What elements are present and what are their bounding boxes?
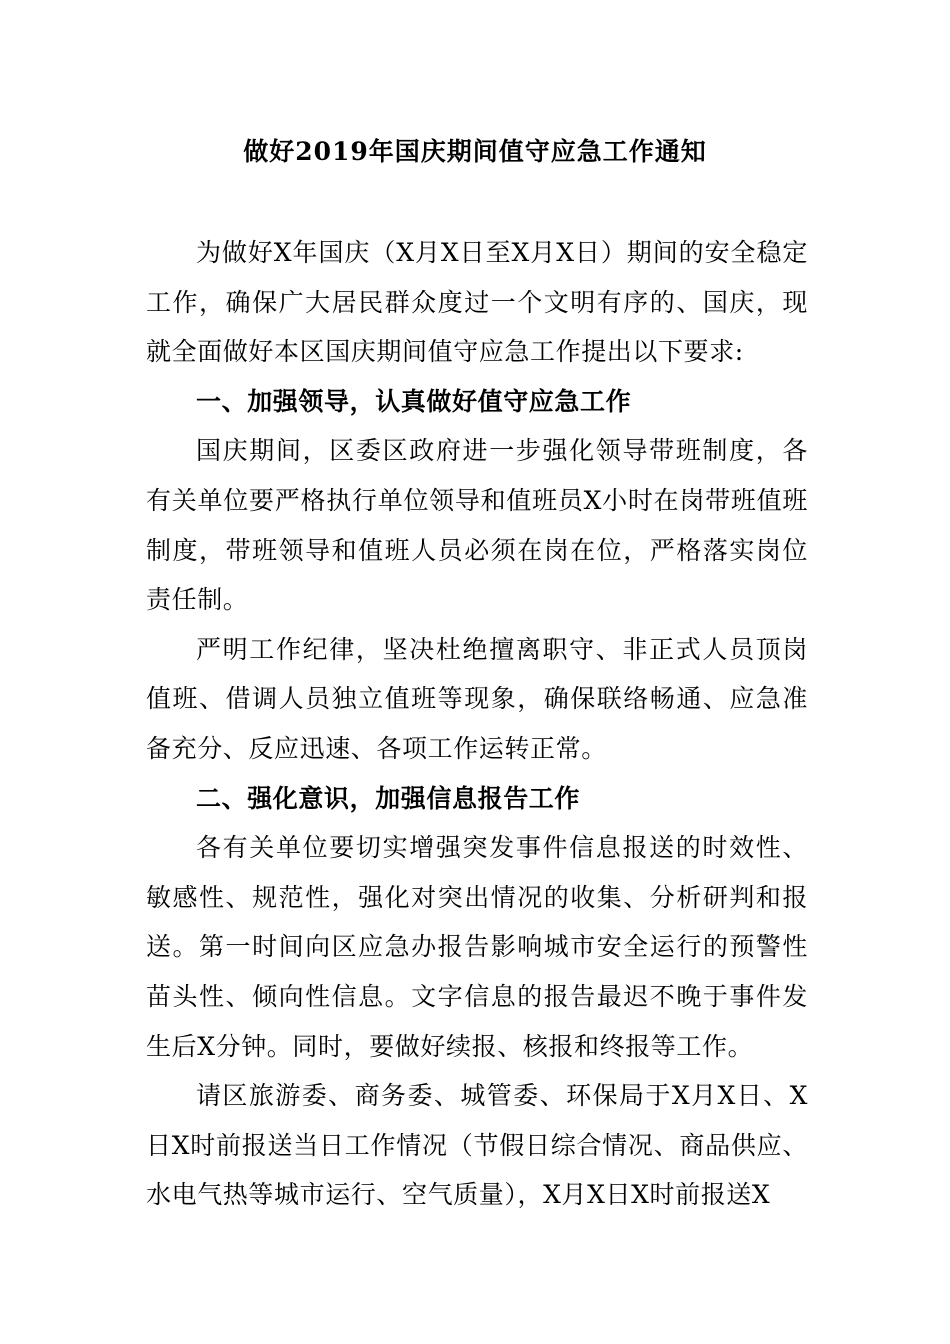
section-heading-2: 二、强化意识，加强信息报告工作	[196, 783, 581, 813]
paragraph-intro: 为做好X年国庆（X月X日至X月X日）期间的安全稳定工作，确保广大居民群众度过一个文明有序的、国庆，现就全面做好本区国庆期间值守应急工作提出以下要求:	[146, 238, 808, 367]
paragraph-leadership-duty: 国庆期间，区委区政府进一步强化领导带班制度，各有关单位要严格执行单位领导和值班员X小时在岗带班值班制度，带班领导和值班人员必须在岗在位，严格落实岗位责任制。	[146, 436, 808, 615]
paragraph-info-reporting: 各有关单位要切实增强突发事件信息报送的时效性、敏感性、规范性，强化对突出情况的收集、分析研判和报送。第一时间向区应急办报告影响城市安全运行的预警性苗头性、倾向性信息。文字信息的报告最迟不晚于事件发生后X分钟。同时，要做好续报、核报和终报等工作。	[146, 833, 808, 1061]
section-heading-1: 一、加强领导，认真做好值守应急工作	[196, 386, 632, 416]
paragraph-work-discipline: 严明工作纪律，坚决杜绝擅离职守、非正式人员顶岗值班、借调人员独立值班等现象，确保联络畅通、应急准备充分、反应迅速、各项工作运转正常。	[146, 634, 808, 763]
document-body	[146, 228, 808, 1220]
document-title: 做好2019年国庆期间值守应急工作通知	[243, 137, 707, 166]
paragraph-daily-reports: 请区旅游委、商务委、城管委、环保局于X月X日、X日X时前报送当日工作情况（节假日综合情况、商品供应、水电气热等城市运行、空气质量），X月X日X时前报送X	[146, 1081, 808, 1210]
